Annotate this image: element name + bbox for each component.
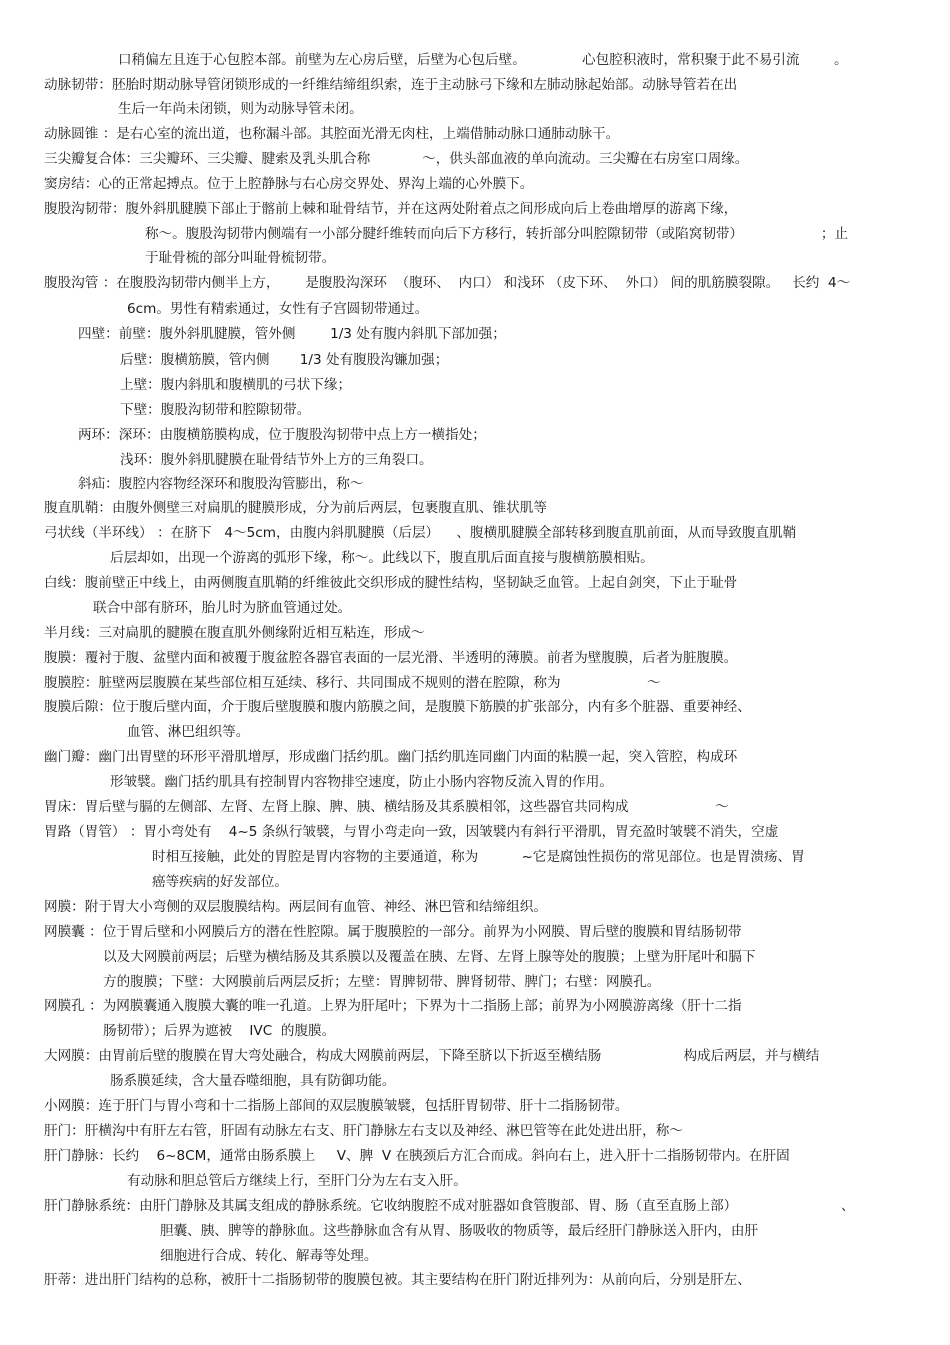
text-line: 下壁：腹股沟韧带和腔隙韧带。 — [120, 402, 311, 418]
text-line: 浅环：腹外斜肌腱膜在耻骨结节外上方的三角裂口。 — [120, 452, 433, 468]
text-line: 方的腹膜；下壁：大网膜前后两层反折；左壁：胃脾韧带、脾肾韧带、脾门；右壁：网膜孔。 — [103, 974, 661, 990]
text-line: 称～。腹股沟韧带内侧端有一小部分腱纤维转而向后下方移行，转折部分叫腔隙韧带（或陷窝韧带） ；止 — [145, 226, 849, 242]
text-line: 网膜囊 ：位于胃后壁和小网膜后方的潜在性腔隙。属于腹膜腔的一部分。前界为小网膜、胃后壁的腹膜和胃结肠韧带 — [44, 924, 742, 940]
text-line: 小网膜：连于肝门与胃小弯和十二指肠上部间的双层腹膜皱襞，包括肝胃韧带、肝十二指肠韧带。 — [44, 1098, 629, 1114]
text-line: 于耻骨梳的部分叫耻骨梳韧带。 — [145, 250, 336, 266]
text-line: 肝门静脉系统：由肝门静脉及其属支组成的静脉系统。它收纳腹腔不成对脏器如食管腹部、胃、肠（直至直肠上部） 、 — [44, 1198, 855, 1214]
text-line: 形皱襞。幽门括约肌具有控制胃内容物排空速度，防止小肠内容物反流入胃的作用。 — [110, 774, 613, 790]
text-line: 斜疝：腹腔内容物经深环和腹股沟管膨出，称～ — [78, 476, 364, 492]
text-line: 肠韧带）；后界为遮被 IVC 的腹膜。 — [103, 1023, 336, 1039]
text-line: 半月线：三对扁肌的腱膜在腹直肌外侧缘附近相互粘连，形成～ — [44, 625, 425, 641]
text-line: 窦房结：心的正常起搏点。位于上腔静脉与右心房交界处、界沟上端的心外膜下。 — [44, 176, 534, 192]
text-line: 有动脉和胆总管后方继续上行，至肝门分为左右支入肝。 — [127, 1173, 467, 1189]
text-line: 三尖瓣复合体：三尖瓣环、三尖瓣、腱索及乳头肌合称 ～，供头部血液的单向流动。三尖瓣在右房室口周缘。 — [44, 151, 749, 167]
text-line: 腹股沟管 ：在腹股沟韧带内侧半上方， 是腹股沟深环 （腹环、 内口） 和浅环 （皮下环、 外口） 间的肌筋膜裂隙。 长约 4～ — [44, 275, 851, 291]
text-line: 腹膜：覆衬于腹、盆壁内面和被覆于腹盆腔各器官表面的一层光滑、半透明的薄膜。前者为壁腹膜，后者为脏腹膜。 — [44, 650, 738, 666]
text-line: 细胞进行合成、转化、解毒等处理。 — [160, 1248, 378, 1264]
text-line: 癌等疾病的好发部位。 — [152, 874, 288, 890]
text-line: 肝蒂：进出肝门结构的总称，被肝十二指肠韧带的腹膜包被。其主要结构在肝门附近排列为：从前向后，分别是肝左、 — [44, 1272, 751, 1288]
text-line: 胃路（胃管） ：胃小弯处有 4~5 条纵行皱襞，与胃小弯走向一致，因皱襞内有斜行平滑肌，胃充盈时皱襞不消失，空虚 — [44, 824, 779, 840]
text-line: 四壁：前壁：腹外斜肌腱膜，管外侧 1/3 处有腹内斜肌下部加强； — [78, 326, 506, 342]
text-line: 腹股沟韧带：腹外斜肌腱膜下部止于髂前上棘和耻骨结节，并在这两处附着点之间形成向后上卷曲增厚的游离下缘， — [44, 201, 738, 217]
text-line: 以及大网膜前两层；后壁为横结肠及其系膜以及覆盖在胰、左肾、左肾上腺等处的腹膜；上壁为肝尾叶和膈下 — [103, 949, 756, 965]
text-line: 肝门静脉：长约 6~8CM，通常由肠系膜上 V、脾 V 在胰颈后方汇合而成。斜向右上，进入肝十二指肠韧带内。在肝固 — [44, 1148, 790, 1164]
text-line: 6cm。男性有精索通过，女性有子宫圆韧带通过。 — [127, 301, 429, 317]
text-line: 口稍偏左且连于心包腔本部。前壁为左心房后壁，后壁为心包后壁。 心包腔积液时，常积聚于此不易引流 。 — [118, 52, 848, 68]
text-line: 动脉圆锥 ：是右心室的流出道，也称漏斗部。其腔面光滑无肉柱，上端借肺动脉口通肺动脉干。 — [44, 126, 620, 142]
text-line: 后层却如，出现一个游离的弧形下缘，称～。此线以下，腹直肌后面直接与腹横筋膜相贴。 — [110, 550, 654, 566]
text-line: 两环：深环：由腹横筋膜构成，位于腹股沟韧带中点上方一横指处； — [78, 427, 486, 443]
text-line: 胆囊、胰、脾等的静脉血。这些静脉血含有从胃、肠吸收的物质等，最后经肝门静脉送入肝内，由肝 — [160, 1223, 759, 1239]
text-line: 动脉韧带：胚胎时期动脉导管闭锁形成的一纤维结缔组织索，连于主动脉弓下缘和左肺动脉起始部。动脉导管若在出 — [44, 77, 738, 93]
text-line: 后壁：腹横筋膜，管内侧 1/3 处有腹股沟镰加强； — [120, 352, 449, 368]
text-line: 生后一年尚未闭锁，则为动脉导管未闭。 — [118, 101, 363, 117]
text-line: 网膜孔 ：为网膜囊通入腹膜大囊的唯一孔道。上界为肝尾叶；下界为十二指肠上部；前界为小网膜游离缘（肝十二指 — [44, 998, 742, 1014]
text-line: 弓状线（半环线） ：在脐下 4～5cm，由腹内斜肌腱膜（后层） 、腹横肌腱膜全部转移到腹直肌前面，从而导致腹直肌鞘 — [44, 525, 797, 541]
text-line: 肠系膜延续，含大量吞噬细胞，具有防御功能。 — [110, 1073, 396, 1089]
text-line: 腹直肌鞘：由腹外侧壁三对扁肌的腱膜形成，分为前后两层，包裹腹直肌、锥状肌等 — [44, 500, 547, 516]
text-line: 幽门瓣：幽门出胃壁的环形平滑肌增厚，形成幽门括约肌。幽门括约肌连同幽门内面的粘膜一起，突入管腔，构成环 — [44, 749, 738, 765]
text-line: 胃床：胃后壁与膈的左侧部、左肾、左肾上腺、脾、胰、横结肠及其系膜相邻，这些器官共同构成 ～ — [44, 799, 729, 815]
text-line: 血管、淋巴组织等。 — [127, 724, 250, 740]
text-line: 腹膜腔：脏壁两层腹膜在某些部位相互延续、移行、共同围成不规则的潜在腔隙，称为 ～ — [44, 675, 661, 691]
text-line: 大网膜：由胃前后壁的腹膜在胃大弯处融合，构成大网膜前两层，下降至脐以下折返至横结肠 构成后两层，并与横结 — [44, 1048, 820, 1064]
text-line: 白线：腹前壁正中线上，由两侧腹直肌鞘的纤维彼此交织形成的腱性结构，坚韧缺乏血管。上起自剑突，下止于耻骨 — [44, 575, 738, 591]
text-line: 上壁：腹内斜肌和腹横肌的弓状下缘； — [120, 377, 352, 393]
text-line: 网膜：附于胃大小弯侧的双层腹膜结构。两层间有血管、神经、淋巴管和结缔组织。 — [44, 899, 547, 915]
text-line: 腹膜后隙：位于腹后壁内面，介于腹后壁腹膜和腹内筋膜之间，是腹膜下筋膜的扩张部分，内有多个脏器、重要神经、 — [44, 699, 751, 715]
text-line: 肝门：肝横沟中有肝左右管，肝固有动脉左右支、肝门静脉左右支以及神经、淋巴管等在此处进出肝，称～ — [44, 1123, 683, 1139]
text-line: 联合中部有脐环，胎儿时为脐血管通过处。 — [93, 600, 352, 616]
text-line: 时相互接触，此处的胃腔是胃内容物的主要通道，称为 ~它是腐蚀性损伤的常见部位。也是胃溃疡、胃 — [152, 849, 805, 865]
